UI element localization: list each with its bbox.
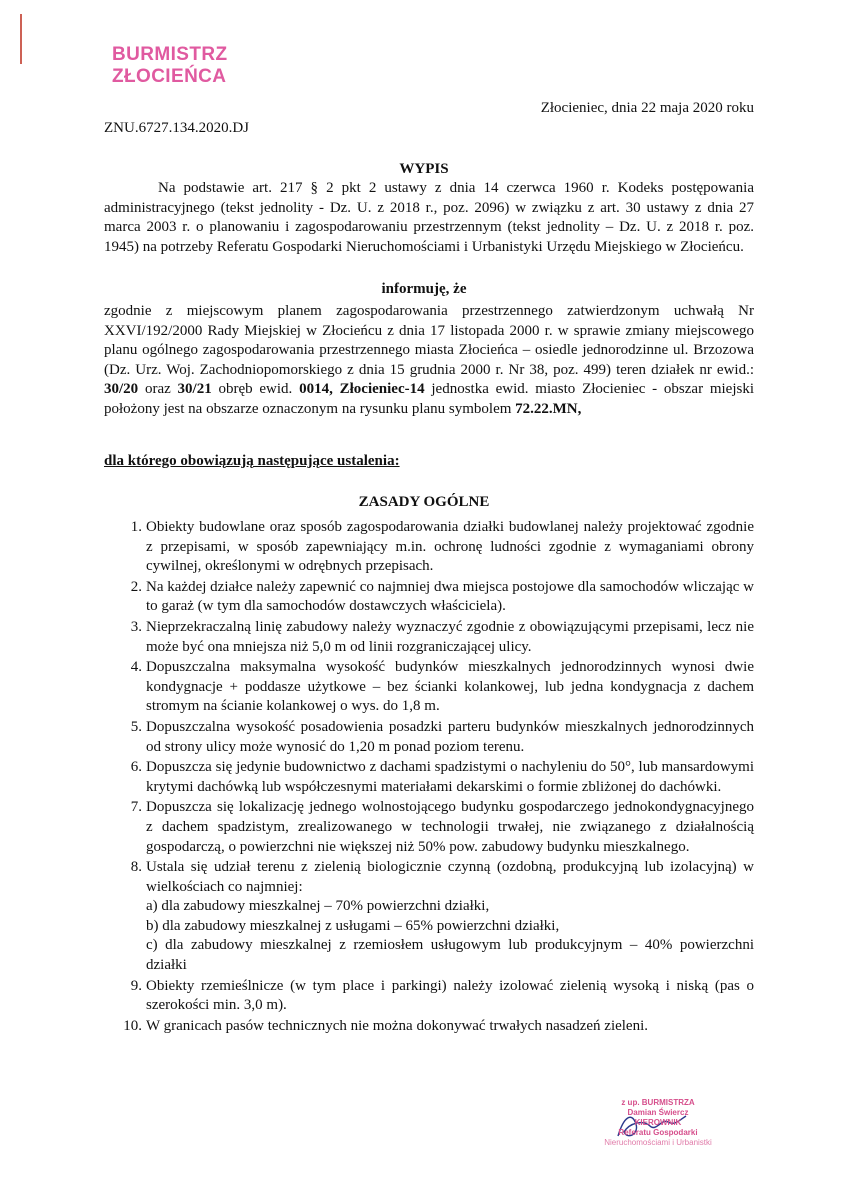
rule-number: 10. <box>123 1017 142 1034</box>
rule-number: 1. <box>130 519 142 535</box>
rule-text: Ustala się udział terenu z zielenią biologicznie czynną (ozdobną, produkcyjną lub izolacyjną) w wielkościach co najmniej: <box>146 859 754 895</box>
section-title: ZASADY OGÓLNE <box>358 494 490 510</box>
parcel-number-1: 30/20 <box>104 381 139 398</box>
stamp-line-2: ZŁOCIEŃCA <box>112 66 227 87</box>
rule-number: 4. <box>130 659 142 676</box>
mayor-header-stamp <box>112 44 227 88</box>
signature-stamp <box>588 1098 728 1148</box>
plan-symbol: 72.22.MN, <box>515 400 582 417</box>
rule-item <box>104 858 754 976</box>
info-text-2: oraz <box>138 381 178 398</box>
rule-text: Na każdej działce należy zapewnić co najmniej dwa miejsca postojowe dla samochodów wliczając w to garaż (w tym dla samochodów dostawczych właściciela). <box>146 578 754 615</box>
stamp-signer-name: Damian Świercz <box>627 1108 689 1117</box>
parcel-number-2: 30/21 <box>177 381 212 398</box>
rule-text: Obiekty rzemieślnicze (w tym place i parkingi) należy izolować zielenią wysoką i niską (pas o szerokości min. 3,0 m). <box>146 977 754 1014</box>
rule-number: 9. <box>130 977 142 994</box>
rule-number: 7. <box>130 799 142 816</box>
rule-number: 5. <box>130 718 142 735</box>
rule-text: Dopuszcza się jedynie budownictwo z dachami spadzistymi o nachyleniu do 50°, lub mansardowymi krytymi dachówką lub współczesnymi materiałami dekarskimi o formie zbliżonej do dachówki. <box>146 759 754 795</box>
rule-number: 3. <box>130 618 142 635</box>
rule-item <box>104 1017 754 1037</box>
info-paragraph <box>104 302 754 420</box>
rule-item <box>104 798 754 857</box>
rule-text: W granicach pasów technicznych nie można dokonywać trwałych nasadzeń zieleni. <box>146 1017 649 1034</box>
info-text-4: jednostka ewid. miasto Złocieniec - obszar miejski położony jest na obszarze oznaczonym na rysunku planu symbolem <box>104 381 755 417</box>
rule-item <box>104 758 754 797</box>
rule-text: Dopuszczalna wysokość posadowienia posadzki parteru budynków mieszkalnych jednorodzinnych od strony ulicy może wynosić do 1,20 m ponad poziom terenu. <box>146 718 754 755</box>
rule-item <box>104 578 754 617</box>
rule-number: 2. <box>130 578 142 595</box>
info-text-1: zgodnie z miejscowym planem zagospodarowania przestrzennego zatwierdzonym uchwałą Nr XXVI/192/2000 Rady Miejskiej w Złocieńcu z dnia 17 listopada 2000 r. w sprawie zmiany miejscowego planu ogólnego zagospodarowania przestrzennego miasta Złocieńca – osiedle jednorodzinne ul. Brzozowa (Dz. Urz. Woj. Zachodniopomorskiego z dnia 15 grudnia 2000 r. Nr 38, poz. 499) teren działek nr ewid.: <box>104 303 754 378</box>
precinct-id: 0014, Złocieniec-14 <box>299 381 425 398</box>
rule-subitem: a) dla zabudowy mieszkalnej – 70% powierzchni działki, <box>146 898 490 915</box>
reference-number: ZNU.6727.134.2020.DJ <box>104 120 249 136</box>
rule-item <box>104 718 754 757</box>
stamp-line-1: BURMISTRZ <box>112 44 228 65</box>
rule-text: Dopuszcza się lokalizację jednego wolnostojącego budynku gospodarczego jednokondygnacyjnego z dachem spadzistym, zrealizowanego w technologii trwałej, nie związanego z działalnością gospodarczą, o powierzchni nie większej niż 50% pow. zabudowy budynku mieszkalnego. <box>146 799 754 855</box>
rule-text: Nieprzekraczalną linię zabudowy należy wyznaczyć zgodnie z obowiązującymi przepisami, lecz nie może być ona mniejsza niż 5,0 m od linii rozgraniczającej ulicy. <box>146 618 754 655</box>
scan-edge-mark <box>20 14 22 64</box>
rule-subitem: b) dla zabudowy mieszkalnej z usługami – 65% powierzchni działki, <box>146 917 560 934</box>
intro-paragraph: Na podstawie art. 217 § 2 pkt 2 ustawy z dnia 14 czerwca 1960 r. Kodeks postępowania administracyjnego (tekst jednolity - Dz. U. z 2018 r., poz. 2096) w związku z art. 30 ustawy z dnia 27 marca 2003 r. o planowaniu i zagospodarowaniu przestrzennym (tekst jednolity – Dz. U. z 2018 r. poz. 1945) na potrzeby Referatu Gospodarki Nieruchomościami i Urbanistyki Urzędu Miejskiego w Złocieńcu. <box>104 180 754 255</box>
ustalenia-heading: dla którego obowiązują następujące ustalenia: <box>104 453 400 469</box>
document-title: WYPIS <box>399 161 449 177</box>
rule-subitem: c) dla zabudowy mieszkalnej z rzemiosłem usługowym lub produkcyjnym – 40% powierzchni działki <box>146 937 754 974</box>
info-text-3: obręb ewid. <box>211 381 300 398</box>
rule-text: Obiekty budowlane oraz sposób zagospodarowania działki budowlanej należy projektować zgodnie z przepisami, w sposób zapewniający m.in. ochronę ludności zgodnie z wymaganiami obrony cywilnej, określonymi w odrębnych przepisach. <box>146 519 754 575</box>
rule-text: Dopuszczalna maksymalna wysokość budynków mieszkalnych jednorodzinnych wynosi dwie kondygnacje + poddasze użytkowe – bez ścianki kolankowej, lub jedna kondygnacja z dachem stromym na ścianie kolankowej o wys. do 1,8 m. <box>146 659 754 715</box>
place-date: Złocieniec, dnia 22 maja 2020 roku <box>540 100 754 116</box>
stamp-department-cont: Nieruchomościami i Urbanistki <box>604 1138 712 1147</box>
general-rules-list <box>104 518 754 1037</box>
rule-item <box>104 658 754 717</box>
rule-number: 6. <box>130 759 142 776</box>
informuje-heading: informuję, że <box>381 281 467 297</box>
stamp-authority: z up. BURMISTRZA <box>621 1098 695 1107</box>
stamp-department: Referatu Gospodarki <box>618 1128 698 1137</box>
rule-number: 8. <box>130 859 142 876</box>
rule-item <box>104 977 754 1016</box>
rule-item <box>104 518 754 577</box>
rule-item <box>104 618 754 657</box>
stamp-position: KIEROWNIK <box>634 1118 682 1127</box>
